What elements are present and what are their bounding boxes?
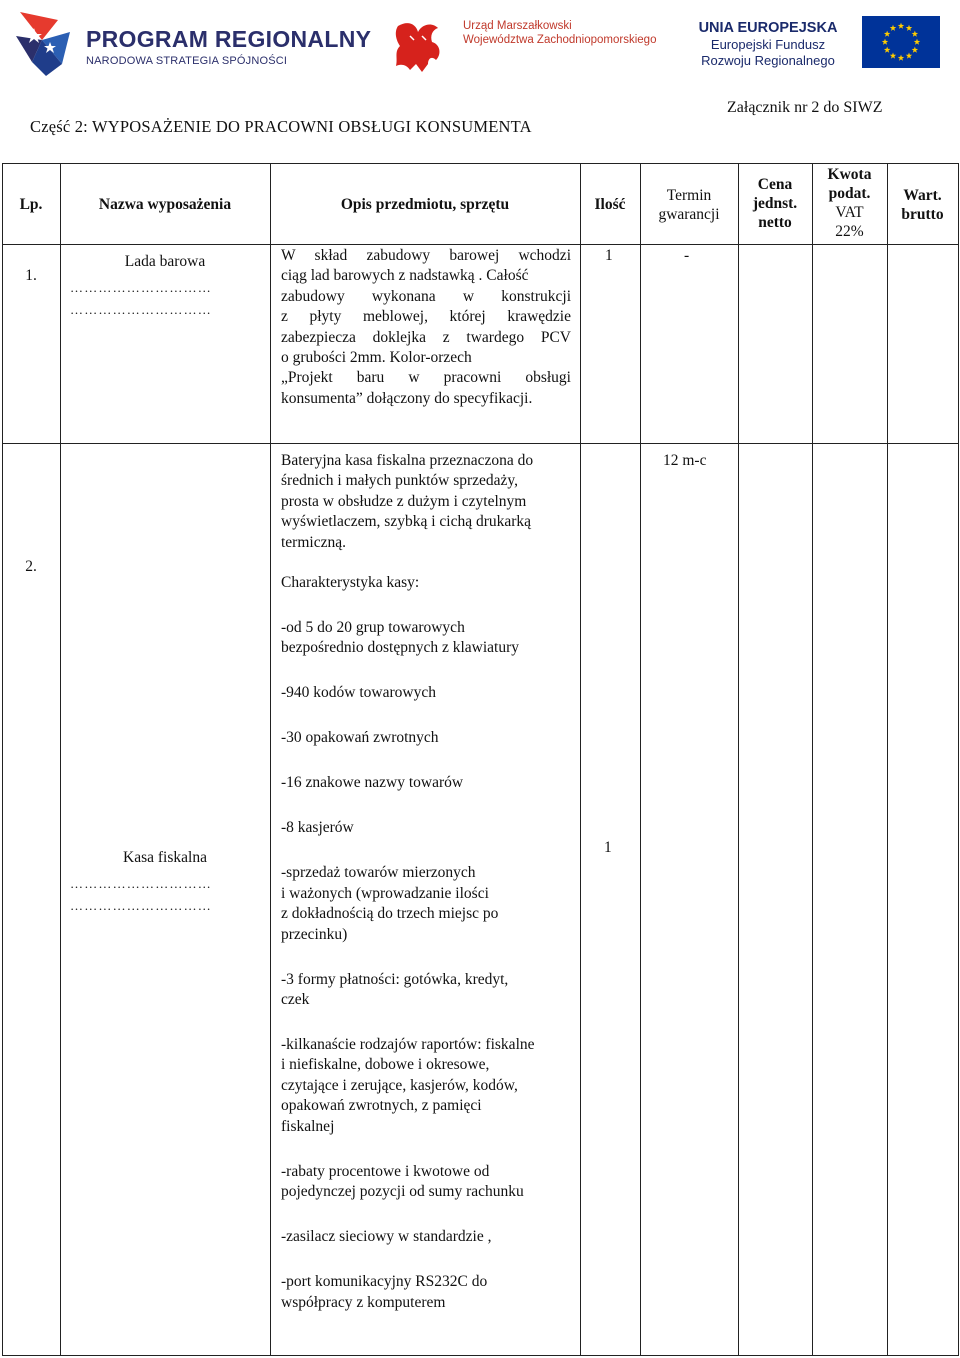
feature-line: przecinku) [281,925,348,943]
row2-intro-line: wyświetlaczem, szybką i cichą drukarką [281,513,532,531]
row1-desc-line: konsumenta” dołączony do specyfikacji. [281,389,533,407]
row1-desc-line: zabezpiecza doklejka z twardego PCV [281,328,571,346]
row2-feature-heading: Charakterystyka kasy: [281,574,420,592]
row1-desc-line: zabudowy wykonana w konstrukcji [281,287,571,305]
feature-item [281,683,573,703]
row1-desc-line: o grubości 2mm. Kolor-orzech [281,349,472,367]
feature-item [281,970,573,1011]
col-vat [812,165,887,241]
feature-item [281,773,573,793]
feature-line: opakowań zwrotnych, z pamięci [281,1097,482,1115]
row1-desc-line: ciąg lad barowych z nadstawką . Całość [281,267,529,285]
eu-flag-icon [862,16,940,68]
row2-warranty: 12 m-c [663,452,707,469]
feature-line: -8 kasjerów [281,819,354,837]
feature-line: pojedynczej pozycji od sumy rachunku [281,1183,524,1201]
row1-desc-line: „Projekt baru w pracowni obsługi [281,369,571,387]
row1-dots-2: ………………………… [70,302,212,317]
feature-line: -zasilacz sieciowy w standardzie , [281,1228,492,1246]
attachment-label: Załącznik nr 2 do SIWZ [727,99,883,116]
feature-line: czytające i zerujące, kasjerów, kodów, [281,1076,518,1094]
feature-line: -kilkanaście rodzajów raportów: fiskalne [281,1036,535,1054]
row2-intro-line: Bateryjna kasa fiskalna przeznaczona do [281,452,534,469]
row2-name: Kasa fiskalna [123,849,207,866]
program-title: PROGRAM REGIONALNY [86,26,372,52]
feature-line: -port komunikacyjny RS232C do [281,1273,488,1291]
table-line [60,163,61,1356]
feature-item [281,1272,573,1313]
feature-line: -30 opakowań zwrotnych [281,729,439,747]
col-price-line1: Cena [757,176,793,193]
col-warranty-line1: Termin [666,187,712,204]
feature-line: -940 kodów towarowych [281,684,436,702]
feature-line: -rabaty procentowe i kwotowe od [281,1162,490,1180]
table-line [887,163,888,1356]
table-line [738,163,739,1356]
table-line [270,163,271,1356]
table-line [2,244,959,245]
col-qty: Ilość [594,196,626,213]
griffin-crest-icon [388,18,448,74]
office-line-1: Urząd Marszałkowski [463,20,572,32]
row1-dots-1: ………………………… [70,280,212,295]
col-vat-line3: VAT [835,204,864,221]
feature-item [281,818,573,838]
feature-line: bezpośrednio dostępnych z klawiatury [281,639,520,657]
col-gross-line2: brutto [901,206,944,223]
col-price-line2: jednst. [752,195,798,212]
eu-fund-label [688,20,848,69]
table-line [2,1355,959,1356]
program-regionalny-emblem-icon [12,6,74,78]
program-regionalny-logo [12,6,372,78]
feature-line: z dokładnością do trzech miejsc po [281,905,499,923]
row2-lp: 2. [25,558,37,575]
feature-item [281,863,573,945]
col-gross [887,186,958,224]
table-line [812,163,813,1356]
row1-warranty: - [684,247,690,264]
row2-intro-line: termiczną. [281,533,346,551]
office-line-2: Województwa Zachodniopomorskiego [463,34,657,46]
row2-feature-list [281,618,573,1313]
table-line [580,163,581,1356]
row2-description [281,451,573,1313]
marshal-office-name [463,19,656,47]
feature-line: -od 5 do 20 grup towarowych [281,619,465,637]
row2-intro-line: średnich i małych punktów sprzedaży, [281,472,519,490]
feature-item [281,1227,573,1247]
col-gross-line1: Wart. [903,187,942,204]
feature-line: -16 znakowe nazwy towarów [281,774,464,792]
table-line [958,163,959,1356]
section-title: Część 2: WYPOSAŻENIE DO PRACOWNI OBSŁUGI KONSUMENTA [30,117,532,136]
feature-line: współpracy z komputerem [281,1293,446,1311]
row1-qty: 1 [605,247,613,264]
feature-line: fiskalnej [281,1117,335,1135]
feature-item [281,618,573,659]
col-warranty [640,186,738,224]
eu-line-2: Europejski Fundusz [710,37,826,52]
feature-line: i niefiskalne, dobowe i okresowe, [281,1056,490,1074]
feature-line: czek [281,991,310,1009]
feature-item [281,1162,573,1203]
col-lp: Lp. [19,196,43,213]
eu-line-1: UNIA EUROPEJSKA [698,20,838,36]
feature-line: -sprzedaż towarów mierzonych [281,864,476,882]
program-subtitle: NARODOWA STRATEGIA SPÓJNOŚCI [86,55,288,67]
row1-name: Lada barowa [124,253,206,270]
row1-desc-line: z płyty meblowej, której krawędzie [281,308,571,326]
feature-item [281,728,573,748]
col-vat-line1: Kwota [827,166,872,183]
eu-line-3: Rozwoju Regionalnego [701,53,835,68]
row2-dots-1: ………………………… [70,876,212,891]
row1-desc-line: W skład zabudowy barowej wchodzi [281,247,571,264]
col-name: Nazwa wyposażenia [98,196,232,213]
row2-qty: 1 [604,839,612,856]
table-line [2,443,959,444]
table-line [640,163,641,1356]
col-warranty-line2: gwarancji [658,206,720,223]
col-price-line3: netto [758,214,792,231]
col-vat-line4: 22% [835,223,864,240]
col-unit-price [738,175,812,232]
row1-description [281,246,571,409]
feature-item [281,1035,573,1137]
col-vat-line2: podat. [828,185,871,202]
table-line [2,163,3,1356]
feature-line: i ważonych (wprowadzanie ilości [281,884,489,902]
row2-intro-line: prosta w obsłudze z dużym i czytelnym [281,492,527,510]
row2-dots-2: ………………………… [70,898,212,913]
row2-intro [281,451,573,553]
row1-lp: 1. [25,267,37,284]
table-line [2,163,959,164]
col-desc: Opis przedmiotu, sprzętu [340,196,510,213]
feature-line: -3 formy płatności: gotówka, kredyt, [281,970,509,988]
